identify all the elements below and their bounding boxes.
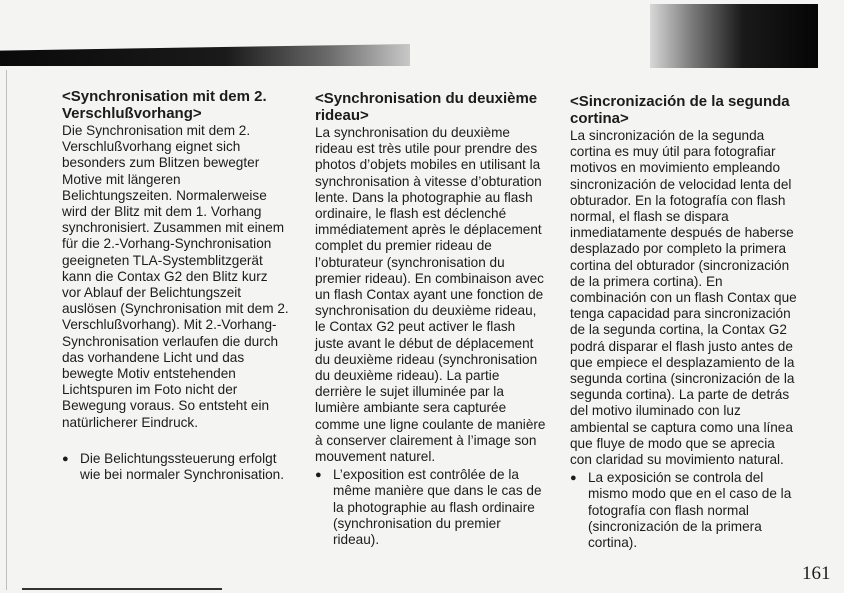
- section-heading: <Synchronisation du deuxième rideau>: [315, 90, 538, 124]
- bullet-list: [315, 467, 547, 548]
- section-heading: <Sincronización de la segunda cortina>: [570, 93, 790, 127]
- bullet-list: [62, 451, 290, 483]
- bullet-item: ● L’exposition est contrôlée de la même manière que dans le cas de la photographie au flash ordinaire (synchronisation du premier rideau).: [315, 467, 547, 548]
- column-german: [62, 88, 290, 483]
- section-body: La sincronización de la segunda cortina es muy útil para fotografiar motivos en movimiento empleando sincronización de velocidad lenta del obturador. En la fotografía con flash normal, el flash se dispara inmediatamente después de haberse desplazado por completo la primera cortina del obturador (sincronización de la primera cortina). En combinación con un flash Contax que tenga capacidad para sincronización de la segunda cortina, la Contax G2 podrá disparar el flash justo antes de que empiece el desplazamiento de la segunda cortina (sincronización de la segunda cortina). La parte de detrás del motivo iluminado con luz ambiental se captura como una línea que fluye de modo que se aprecia con claridad su movimiento natural.: [570, 128, 797, 468]
- section-heading: <Synchronisation mit dem 2. Verschlußvorhang>: [62, 88, 267, 122]
- bullet-item: ● Die Belichtungssteuerung erfolgt wie bei normaler Synchronisation.: [62, 451, 290, 483]
- header-dark-bar: [0, 44, 410, 66]
- column-french: [315, 90, 547, 548]
- section-body: Die Synchronisation mit dem 2. Verschlußvorhang eignet sich besonders zum Blitzen bewegter Motive mit längeren Belichtungszeiten. Normalerweise wird der Blitz mit dem 1. Vorhang synchronisiert. Zusammen mit einem für die 2.-Vorhang-Synchronisation geeigneten TLA-Systemblitzgerät kann die Contax G2 den Blitz kurz vor Ablauf der Belichtungszeit auslösen (Synchronisation mit dem 2. Verschlußvorhang). Mit 2.-Vorhang-Synchronisation verlaufen die durch das vorhandene Licht und das bewegte Motiv entstehenden Lichtspuren im Foto nicht der Bewegung voraus. So entsteht ein natürlicherer Eindruck.: [62, 123, 289, 430]
- header-dark-block: [650, 4, 818, 68]
- page-margin-line: [6, 70, 7, 590]
- page-number: 161: [802, 563, 831, 584]
- bottom-rule: [22, 588, 222, 590]
- bullet-list: [570, 470, 800, 551]
- column-spanish: [570, 93, 800, 551]
- bullet-item: ● La exposición se controla del mismo modo que en el caso de la fotografía con flash normal (sincronización de la primera cortina).: [570, 470, 800, 551]
- section-body: La synchronisation du deuxième rideau est très utile pour prendre des photos d’objets mobiles en utilisant la synchronisation à vitesse d’obturation lente. Dans la photographie au flash ordinaire, le flash est déclenché immédiatement après le déplacement complet du premier rideau de l’obturateur (synchronisation du premier rideau). En combinaison avec un flash Contax ayant une fonction de synchronisation du deuxième rideau, le Contax G2 peut activer le flash juste avant le début de déplacement du deuxième rideau (synchronisation du deuxième rideau). La partie derrière le sujet illuminée par la lumière ambiante sera capturée comme une ligne coulante de manière à conserver clairement à l’image son mouvement naturel.: [315, 125, 546, 465]
